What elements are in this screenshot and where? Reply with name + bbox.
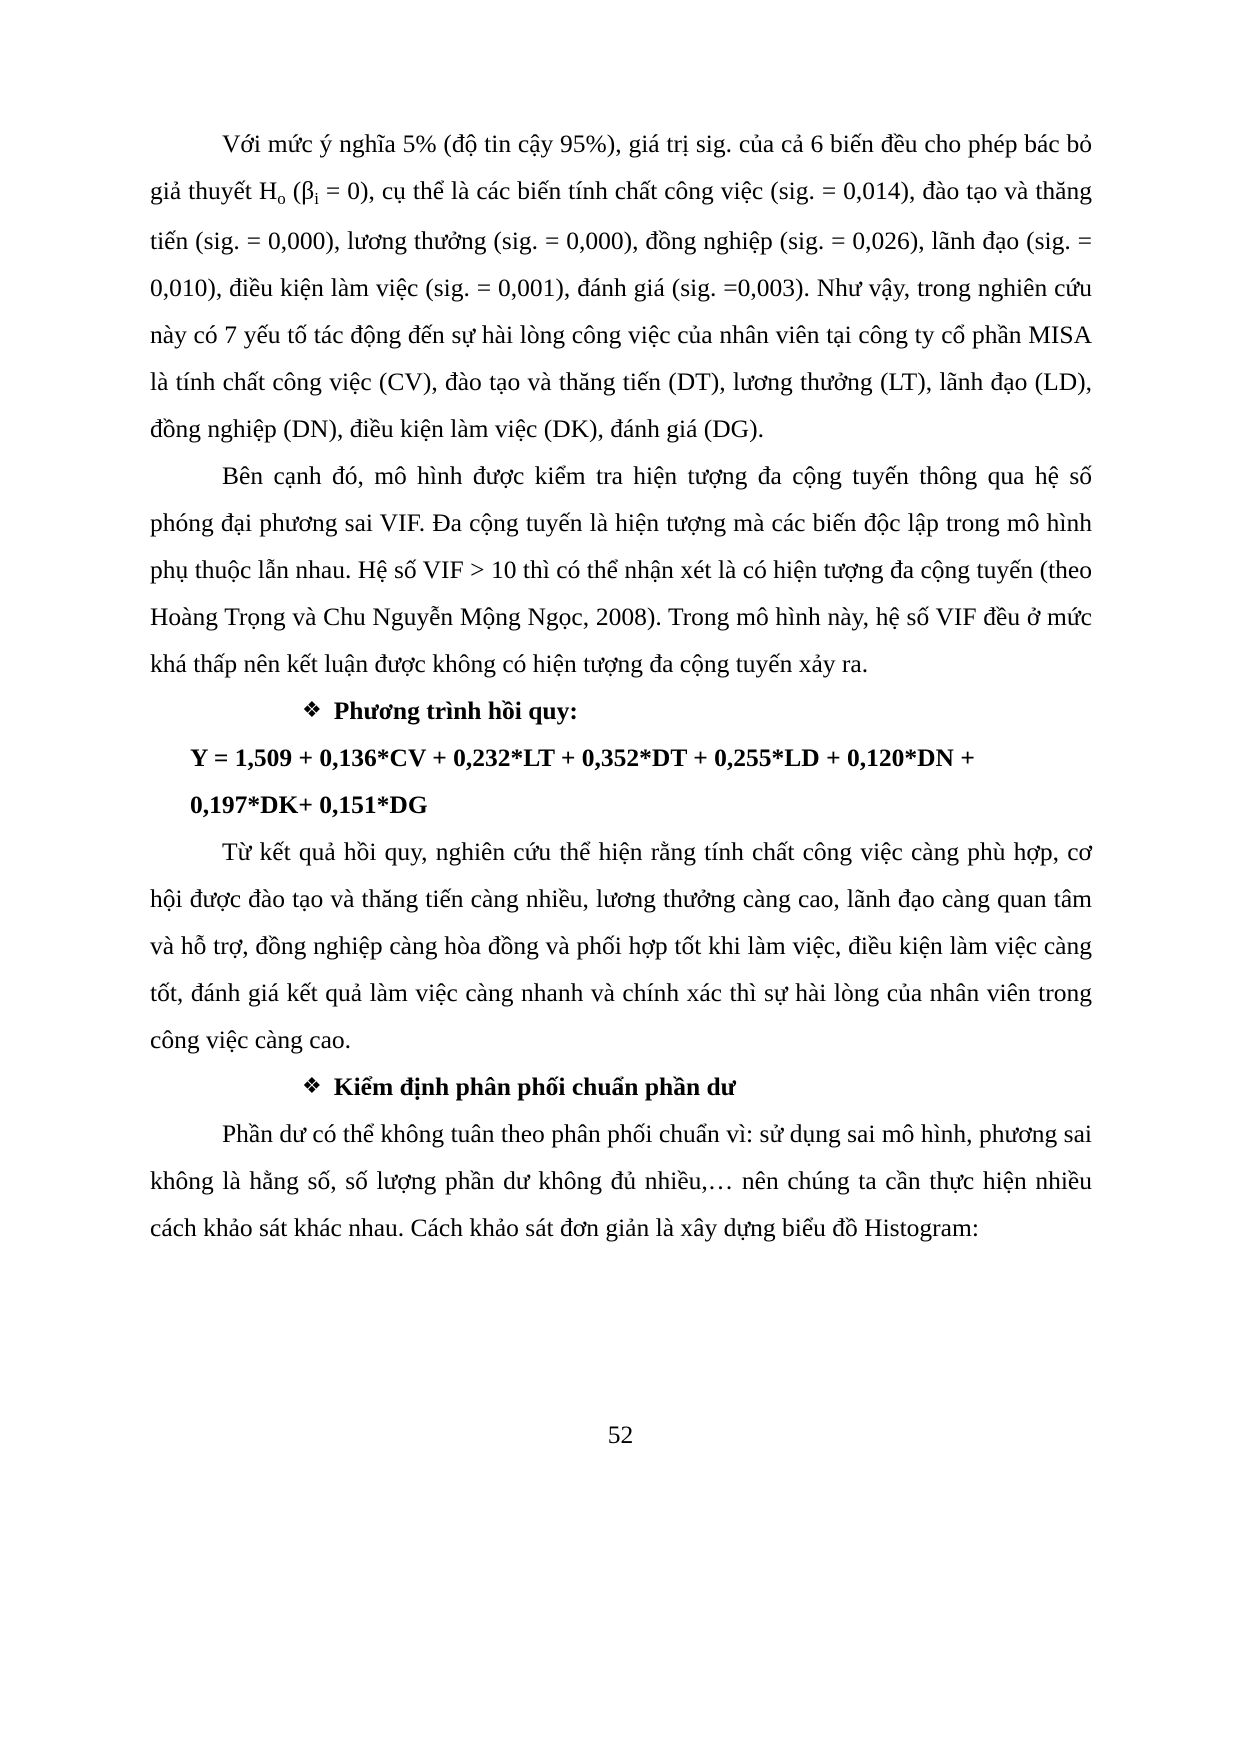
paragraph-residual: Phần dư có thể không tuân theo phân phối chuẩn vì: sử dụng sai mô hình, phương sai không là hằng số, số lượng phần dư không đủ nhiều,… nên chúng ta cần thực hiện nhiều cách khảo sát khác nhau. Cách khảo sát đơn giản là xây dựng biểu đồ Histogram: [150,1119,1092,1242]
subscript-o: o [277,189,286,208]
regression-equation [150,734,1092,828]
equation-line-1: Y = 1,509 + 0,136*CV + 0,232*LT + 0,352*DT + 0,255*LD + 0,120*DN + [190,743,975,772]
paragraph-text-part2: (β [285,176,315,205]
heading-residual-normality [150,1063,1092,1110]
page-content [150,120,1092,1251]
diamond-bullet-icon-2: ❖ [302,1074,322,1099]
heading-regression-equation [150,687,1092,734]
heading-regression-equation-label: Phương trình hồi quy: [333,696,578,725]
equation-line-2: 0,197*DK+ 0,151*DG [190,790,428,819]
paragraph-significance [150,120,1092,452]
paragraph-multicollinearity: Bên cạnh đó, mô hình được kiểm tra hiện tượng đa cộng tuyến thông qua hệ số phóng đại phương sai VIF. Đa cộng tuyến là hiện tượng mà các biến độc lập trong mô hình phụ thuộc lẫn nhau. Hệ số VIF > 10 thì có thể nhận xét là có hiện tượng đa cộng tuyến (theo Hoàng Trọng và Chu Nguyễn Mộng Ngọc, 2008). Trong mô hình này, hệ số VIF đều ở mức khá thấp nên kết luận được không có hiện tượng đa cộng tuyến xảy ra. [150,461,1092,678]
paragraph-text-part1: Với mức ý nghĩa 5% (độ tin cậy 95%), giá trị sig. của cả 6 biến đều cho phép bác bỏ giả thuyết H [150,129,1092,205]
heading-residual-normality-label: Kiểm định phân phối chuẩn phần dư [333,1072,736,1101]
page-number: 52 [607,1420,634,1449]
diamond-bullet-icon: ❖ [302,698,322,723]
paragraph-interpretation: Từ kết quả hồi quy, nghiên cứu thể hiện rằng tính chất công việc càng phù hợp, cơ hội được đào tạo và thăng tiến càng nhiều, lương thưởng càng cao, lãnh đạo càng quan tâm và hỗ trợ, đồng nghiệp càng hòa đồng và phối hợp tốt khi làm việc, điều kiện làm việc càng tốt, đánh giá kết quả làm việc càng nhanh và chính xác thì sự hài lòng của nhân viên trong công việc càng cao. [150,837,1092,1054]
paragraph-text-part3: = 0), cụ thể là các biến tính chất công việc (sig. = 0,014), đào tạo và thăng tiến (sig. = 0,000), lương thưởng (sig. = 0,000), đồng nghiệp (sig. = 0,026), lãnh đạo (sig. = 0,010), điều kiện làm việc (sig. = 0,001), đánh giá (sig. =0,003). Như vậy, trong nghiên cứu này có 7 yếu tố tác động đến sự hài lòng công việc của nhân viên tại công ty cổ phần MISA là tính chất công việc (CV), đào tạo và thăng tiến (DT), lương thưởng (LT), lãnh đạo (LD), đồng nghiệp (DN), điều kiện làm việc (DK), đánh giá (DG). [150,176,1092,443]
subscript-i: i [314,189,319,208]
